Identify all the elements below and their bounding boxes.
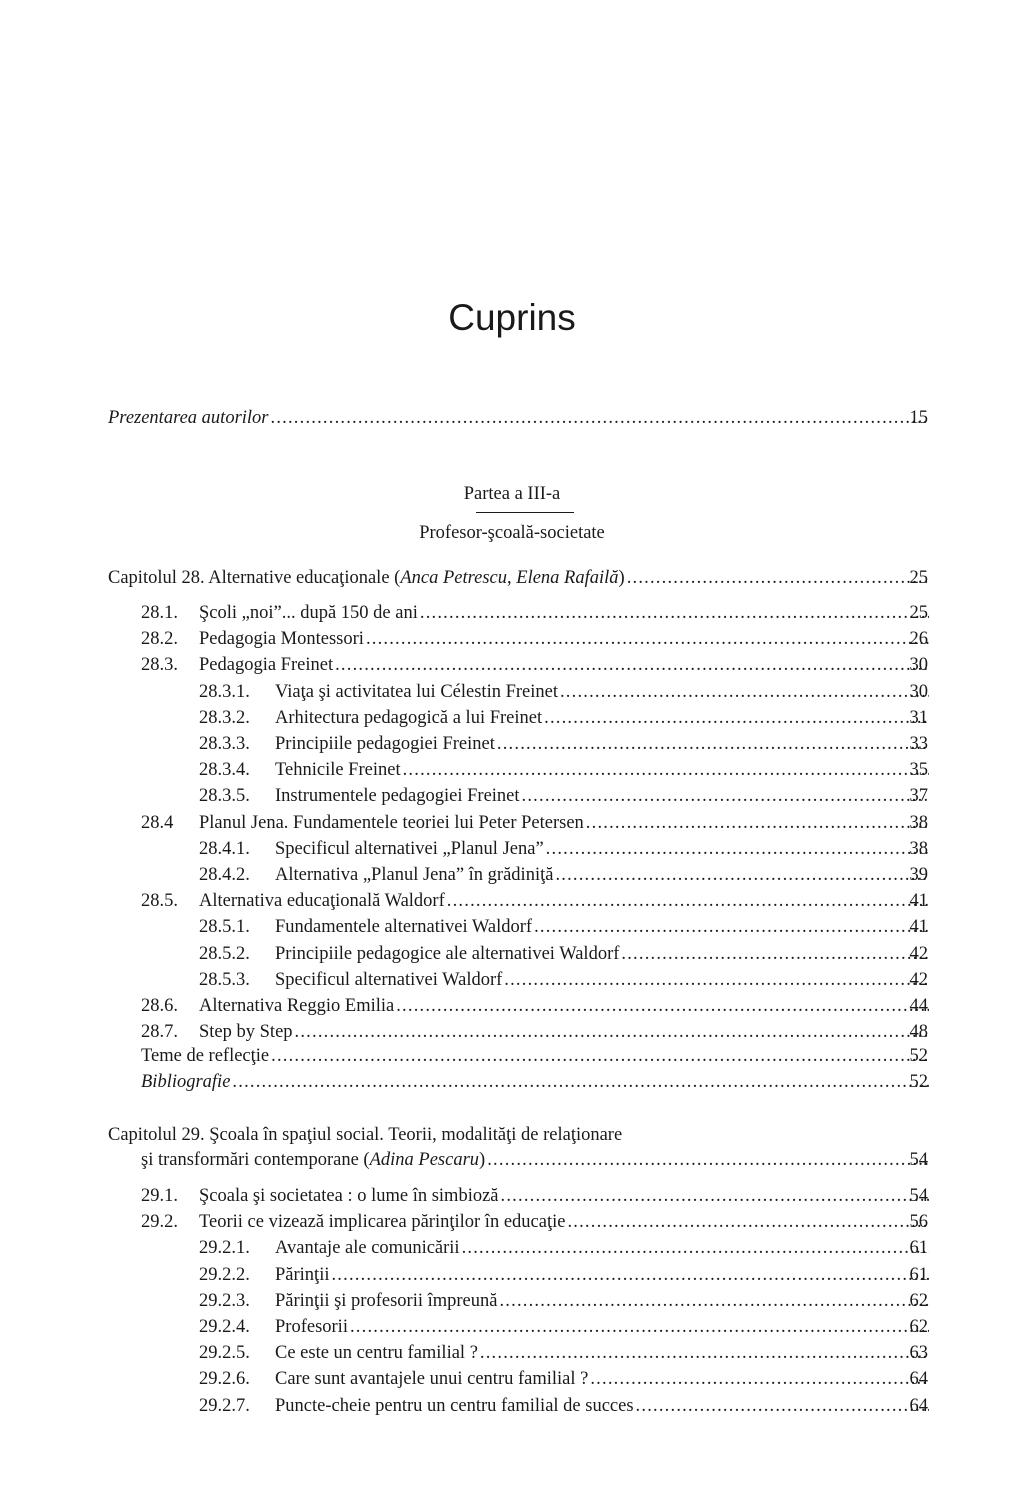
section-number: 28.4.1. — [199, 838, 250, 859]
toc-entry[interactable] — [0, 1314, 1024, 1340]
chapter-29-heading-line1[interactable] — [0, 1122, 1024, 1148]
page-number: 54 — [909, 1186, 928, 1206]
toc-entry[interactable] — [0, 888, 1024, 914]
page-number: 30 — [909, 655, 928, 676]
leader-dots — [588, 1366, 929, 1392]
toc-entry-text: Şcoala şi societatea : o lume în simbioză — [199, 1186, 499, 1206]
page-number: 54 — [909, 1150, 928, 1170]
page-number: 38 — [909, 812, 928, 833]
toc-entry-text: Alternativa „Planul Jena” în grădiniţă — [275, 865, 554, 885]
leader-dots — [293, 1019, 929, 1045]
toc-entry[interactable] — [0, 810, 1024, 836]
section-number: 28.3.4. — [199, 760, 250, 781]
section-number: 28.5.3. — [199, 969, 250, 990]
page-number: 41 — [909, 917, 928, 938]
toc-entry[interactable] — [0, 1183, 1024, 1209]
leader-dots — [230, 1069, 929, 1095]
leader-dots — [553, 862, 929, 888]
toc-entry-text: Viaţa şi activitatea lui Célestin Freinet — [275, 681, 558, 702]
section-number: 28.3.2. — [199, 707, 250, 728]
section-number: 29.2. — [141, 1212, 178, 1233]
toc-entry[interactable] — [0, 1288, 1024, 1314]
section-number: 28.2. — [141, 629, 178, 650]
toc-entry-text: Specificul alternativei Waldorf — [275, 969, 503, 990]
page-number: 41 — [909, 891, 928, 912]
toc-entry-text: Specificul alternativei „Planul Jena” — [275, 838, 544, 859]
page-number: 64 — [909, 1369, 928, 1390]
page-number: 61 — [909, 1264, 928, 1285]
toc-entry-text: Alternativa Reggio Emilia — [199, 996, 395, 1016]
toc-entry[interactable] — [0, 1019, 1024, 1045]
leader-dots — [542, 705, 929, 731]
leader-dots — [348, 1314, 929, 1340]
leader-dots — [394, 993, 929, 1019]
toc-entry-text: Părinţii — [275, 1264, 330, 1285]
page-number: 61 — [909, 1238, 928, 1259]
leader-dots — [584, 810, 929, 836]
toc-entry[interactable] — [0, 731, 1024, 757]
toc-entry[interactable] — [0, 941, 1024, 967]
toc-entry[interactable] — [0, 757, 1024, 783]
page-number: 37 — [909, 786, 928, 807]
toc-entry[interactable] — [0, 914, 1024, 940]
leader-dots — [619, 941, 929, 967]
section-number: 28.5. — [141, 891, 178, 912]
section-number: 28.3.5. — [199, 786, 250, 807]
leader-dots — [485, 1147, 929, 1173]
toc-entry-text: Arhitectura pedagogică a lui Freinet — [275, 707, 543, 728]
author-separator: , — [507, 568, 517, 588]
page-number: 52 — [909, 1046, 928, 1066]
page-number: 38 — [909, 838, 928, 859]
toc-entry[interactable] — [0, 679, 1024, 705]
toc-entry[interactable] — [0, 600, 1024, 626]
section-number: 28.6. — [141, 996, 178, 1016]
leader-dots — [532, 914, 929, 940]
chapter-29-heading-line2[interactable] — [0, 1147, 1024, 1173]
page-number: 31 — [909, 707, 928, 728]
toc-entry[interactable] — [0, 783, 1024, 809]
toc-entry-text: Principiile pedagogice ale alternativei Waldorf — [275, 943, 620, 964]
page-number: 56 — [909, 1212, 928, 1233]
toc-entry[interactable] — [0, 1235, 1024, 1261]
page-number: 62 — [909, 1317, 928, 1337]
leader-dots — [329, 1262, 929, 1288]
leader-dots — [333, 652, 929, 678]
toc-entry[interactable] — [0, 862, 1024, 888]
section-number: 28.1. — [141, 603, 178, 623]
toc-entry-text: Principiile pedagogiei Freinet — [275, 734, 495, 754]
toc-entry-text: Părinţii şi profesorii împreună — [275, 1290, 498, 1311]
section-number: 29.1. — [141, 1186, 178, 1206]
section-number: 28.5.1. — [199, 917, 250, 938]
page-number: 48 — [909, 1022, 928, 1043]
leader-dots — [520, 783, 929, 809]
toc-entry-text: Pedagogia Freinet — [199, 655, 334, 676]
section-number: 28.4.2. — [199, 865, 250, 885]
leader-dots — [495, 731, 929, 757]
toc-entry[interactable] — [0, 652, 1024, 678]
section-number: 29.2.1. — [199, 1238, 250, 1259]
leader-dots — [460, 1235, 929, 1261]
toc-entry-text: Fundamentele alternativei Waldorf — [275, 917, 533, 938]
toc-entry-reflection[interactable] — [0, 1043, 1024, 1069]
leader-dots — [499, 1183, 929, 1209]
leader-dots — [401, 757, 929, 783]
leader-dots — [558, 679, 929, 705]
chapter-author: Anca Petrescu — [400, 568, 508, 588]
toc-entry-text: Planul Jena. Fundamentele teoriei lui Peter Petersen — [199, 812, 584, 833]
chapter-title-end: ) — [479, 1150, 486, 1170]
toc-entry-text: Tehnicile Freinet — [275, 760, 401, 781]
page-number: 39 — [909, 865, 928, 885]
section-number: 29.2.5. — [199, 1343, 250, 1364]
section-number: 28.3.1. — [199, 681, 250, 702]
section-number: 29.2.2. — [199, 1264, 250, 1285]
page-number: 25 — [909, 568, 928, 588]
toc-entry[interactable] — [0, 1393, 1024, 1419]
leader-dots — [445, 888, 929, 914]
page-number: 30 — [909, 681, 928, 702]
toc-entry-text: Pedagogia Montessori — [199, 629, 364, 650]
toc-entry-text: Puncte-cheie pentru un centru familial de succes — [275, 1395, 634, 1416]
page-number: 64 — [909, 1395, 928, 1416]
toc-entry-text: Teme de reflecţie — [141, 1046, 270, 1066]
chapter-author: Elena Rafailă — [516, 568, 619, 588]
page-number: 15 — [909, 408, 928, 428]
toc-entry-text: Teorii ce vizează implicarea părinţilor în educaţie — [199, 1212, 566, 1233]
page-number: 63 — [909, 1343, 928, 1364]
chapter-28-heading[interactable] — [0, 565, 1024, 591]
page-number: 52 — [909, 1072, 928, 1092]
page-number: 62 — [909, 1290, 928, 1311]
toc-entry-text: Avantaje ale comunicării — [275, 1238, 460, 1259]
page-title: Cuprins — [448, 297, 576, 338]
chapter-title: Capitolul 28. Alternative educaţionale ( — [108, 568, 401, 588]
page-number: 33 — [909, 734, 928, 754]
section-number: 28.3.3. — [199, 734, 250, 754]
page-number: 42 — [909, 969, 928, 990]
leader-dots — [625, 565, 929, 591]
page-number: 35 — [909, 760, 928, 781]
page-number: 26 — [909, 629, 928, 650]
toc-entry-text: Prezentarea autorilor — [108, 408, 269, 428]
toc-entry-intro[interactable] — [0, 405, 1024, 431]
page-number: 25 — [909, 603, 928, 623]
chapter-author: Adina Pescaru — [369, 1150, 480, 1170]
chapter-title: Capitolul 29. Şcoala în spaţiul social. Teorii, modalităţi de relaţionare — [108, 1125, 623, 1145]
leader-dots — [634, 1393, 929, 1419]
toc-entry-bibliography[interactable] — [0, 1069, 1024, 1095]
toc-entry-text: Instrumentele pedagogiei Freinet — [275, 786, 520, 807]
leader-dots — [478, 1340, 929, 1366]
toc-entry-text: Care sunt avantajele unui centru familial ? — [275, 1369, 589, 1390]
part-divider — [476, 512, 574, 513]
toc-entry-text: Profesorii — [275, 1317, 348, 1337]
chapter-title-end: ) — [618, 568, 625, 588]
toc-entry[interactable] — [0, 993, 1024, 1019]
chapter-title: şi transformări contemporane ( — [141, 1150, 370, 1170]
leader-dots — [269, 1043, 929, 1069]
toc-entry-text: Ce este un centru familial ? — [275, 1343, 478, 1364]
section-number: 28.4 — [141, 812, 174, 833]
toc-entry[interactable] — [0, 1209, 1024, 1235]
toc-entry[interactable] — [0, 1340, 1024, 1366]
leader-dots — [269, 405, 930, 431]
page-number: 44 — [909, 996, 928, 1016]
toc-entry-text: Alternativa educaţională Waldorf — [199, 891, 445, 912]
leader-dots — [544, 836, 929, 862]
toc-entry[interactable] — [0, 705, 1024, 731]
leader-dots — [502, 967, 929, 993]
section-number: 28.3. — [141, 655, 178, 676]
leader-dots — [364, 626, 929, 652]
toc-entry-text: Şcoli „noi”... după 150 de ani — [199, 603, 418, 623]
section-number: 29.2.6. — [199, 1369, 250, 1390]
toc-entry[interactable] — [0, 836, 1024, 862]
page-number: 42 — [909, 943, 928, 964]
toc-entry[interactable] — [0, 1262, 1024, 1288]
toc-entry[interactable] — [0, 626, 1024, 652]
section-number: 29.2.3. — [199, 1290, 250, 1311]
section-number: 28.5.2. — [199, 943, 250, 964]
section-number: 28.7. — [141, 1022, 178, 1043]
section-number: 29.2.7. — [199, 1395, 250, 1416]
leader-dots — [418, 600, 929, 626]
toc-entry[interactable] — [0, 1366, 1024, 1392]
section-number: 29.2.4. — [199, 1317, 250, 1337]
leader-dots — [497, 1288, 929, 1314]
part-label: Partea a III-a — [463, 484, 561, 504]
leader-dots — [565, 1209, 929, 1235]
toc-entry[interactable] — [0, 967, 1024, 993]
part-subtitle: Profesor-şcoală-societate — [419, 523, 605, 543]
toc-entry-text: Step by Step — [199, 1022, 293, 1043]
toc-entry-text: Bibliografie — [141, 1072, 231, 1092]
